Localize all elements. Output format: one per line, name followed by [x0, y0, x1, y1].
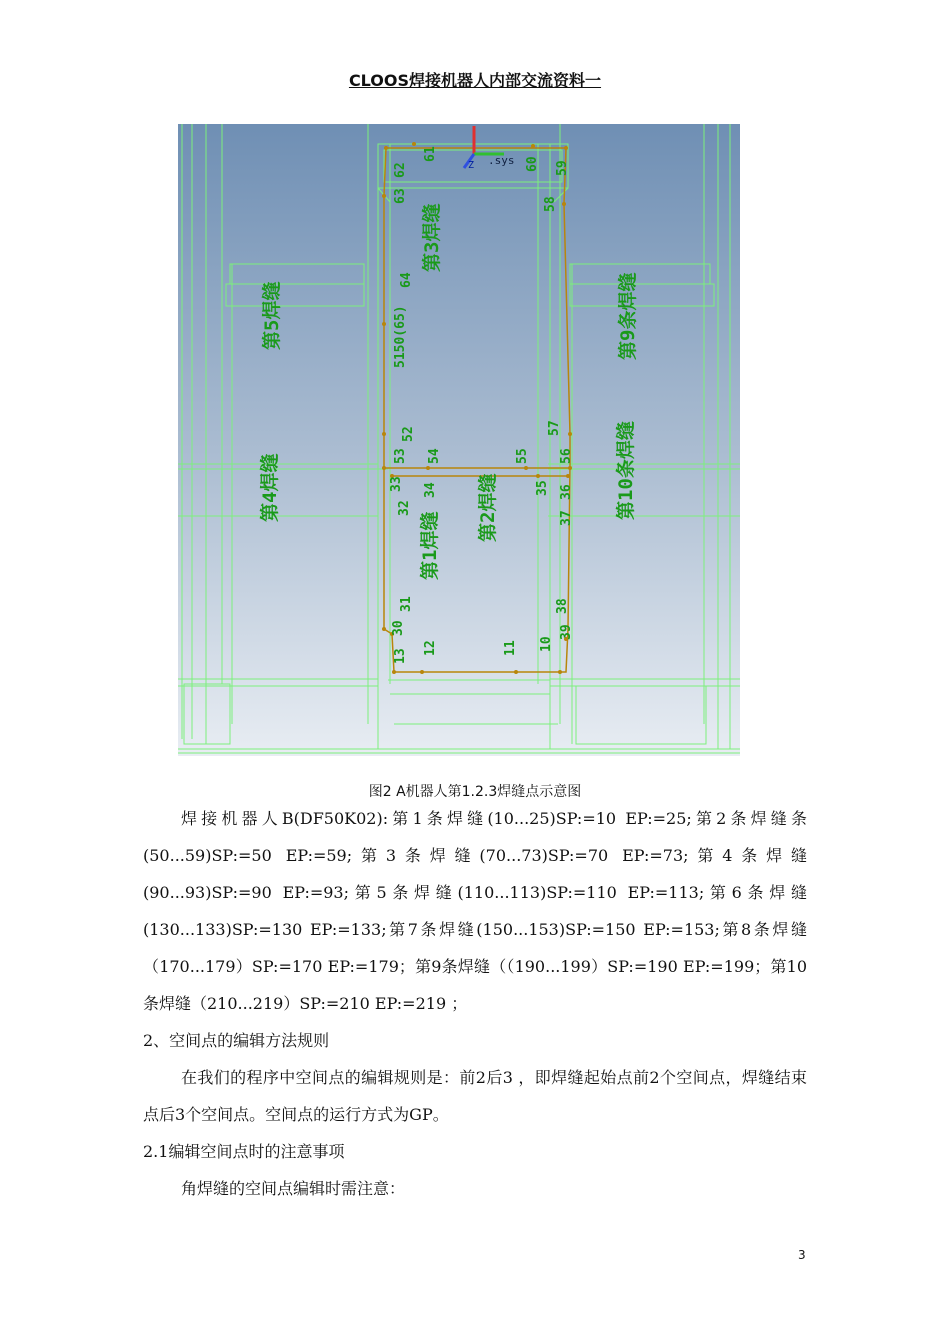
point-label: 53: [393, 448, 408, 464]
figure-caption: 图2 A机器人第1.2.3焊缝点示意图: [368, 784, 582, 800]
point-label: 55: [515, 448, 530, 464]
point-label: 57: [547, 420, 562, 436]
point-label: 30: [391, 620, 406, 636]
seam-label-2: 第2焊缝: [477, 473, 499, 542]
paragraph-space-point-rule: 在我们的程序中空间点的编辑规则是：前2后3 ，即焊缝起始点前2个空间点，焊缝结束点后3个空间点。空间点的运行方式为GP。: [143, 1068, 807, 1124]
diagram-background: [178, 124, 740, 756]
point-label: 39: [559, 624, 574, 640]
point-label: 62: [393, 162, 408, 178]
point-label: 54: [427, 448, 442, 464]
point-label: 64: [399, 272, 414, 288]
point-label: 31: [399, 596, 414, 612]
paragraph-fillet-weld-note: 角焊缝的空间点编辑时需注意：: [181, 1179, 406, 1198]
point-label: 38: [555, 598, 570, 614]
point-label: 37: [559, 510, 574, 526]
point-label: 13: [393, 648, 408, 664]
weld-seam-diagram: [178, 124, 740, 756]
paragraph-robot-b-seams: 焊接机器人B(DF50K02):第1条焊缝(10...25)SP:=10 EP:=25;第2条焊缝条(50...59)SP:=50 EP:=59;第3条焊缝(70...73)SP:=70 EP:=73;第4条焊缝(90...93)SP:=90 EP:=93;第5条焊缝(110...113)SP:=110 EP:=113;第6条焊缝(130...133)SP:=130 EP:=133;第7条焊缝(150...153)SP:=150 EP:=153;第8条焊缝（170...179）SP:=170 EP:=179；第9条焊缝（（190...199）SP:=190 EP:=199；第10条焊缝（210...219）SP:=210 EP:=219 ；: [143, 809, 807, 1013]
point-label: 5150(65): [393, 305, 408, 368]
section-heading-2: 2、空间点的编辑方法规则: [143, 1031, 330, 1050]
seam-label-5: 第5焊缝: [261, 281, 283, 350]
section-heading-2-1: 2.1编辑空间点时的注意事项: [143, 1142, 345, 1161]
seam-label-4: 第4焊缝: [259, 453, 281, 522]
point-label: 36: [559, 484, 574, 500]
point-label: 56: [559, 448, 574, 464]
point-label: 52: [401, 426, 416, 442]
seam-label-9: 第9条焊缝: [617, 272, 639, 360]
point-label: 12: [423, 640, 438, 656]
document-body: [143, 800, 807, 1207]
point-label: 35: [535, 480, 550, 496]
page-number: 3: [798, 1248, 806, 1262]
point-label: 60: [525, 156, 540, 172]
seam-label-3: 第3焊缝: [421, 203, 443, 272]
point-label: 61: [423, 146, 438, 162]
point-label: 59: [555, 160, 570, 176]
seam-label-10: 第10条焊缝: [615, 421, 637, 520]
point-label: 10: [539, 636, 554, 652]
seam-label-1: 第1焊缝: [419, 511, 441, 580]
point-label: 32: [397, 500, 412, 516]
point-label: 11: [503, 640, 518, 656]
point-label: 63: [393, 188, 408, 204]
point-label: 33: [389, 476, 404, 492]
axis-z-label: Z: [468, 160, 475, 171]
point-label: 58: [543, 196, 558, 212]
sys-label: .sys: [488, 154, 515, 167]
page-header-title: CLOOS焊接机器人内部交流资料一: [348, 71, 602, 90]
point-label: 34: [423, 482, 438, 498]
